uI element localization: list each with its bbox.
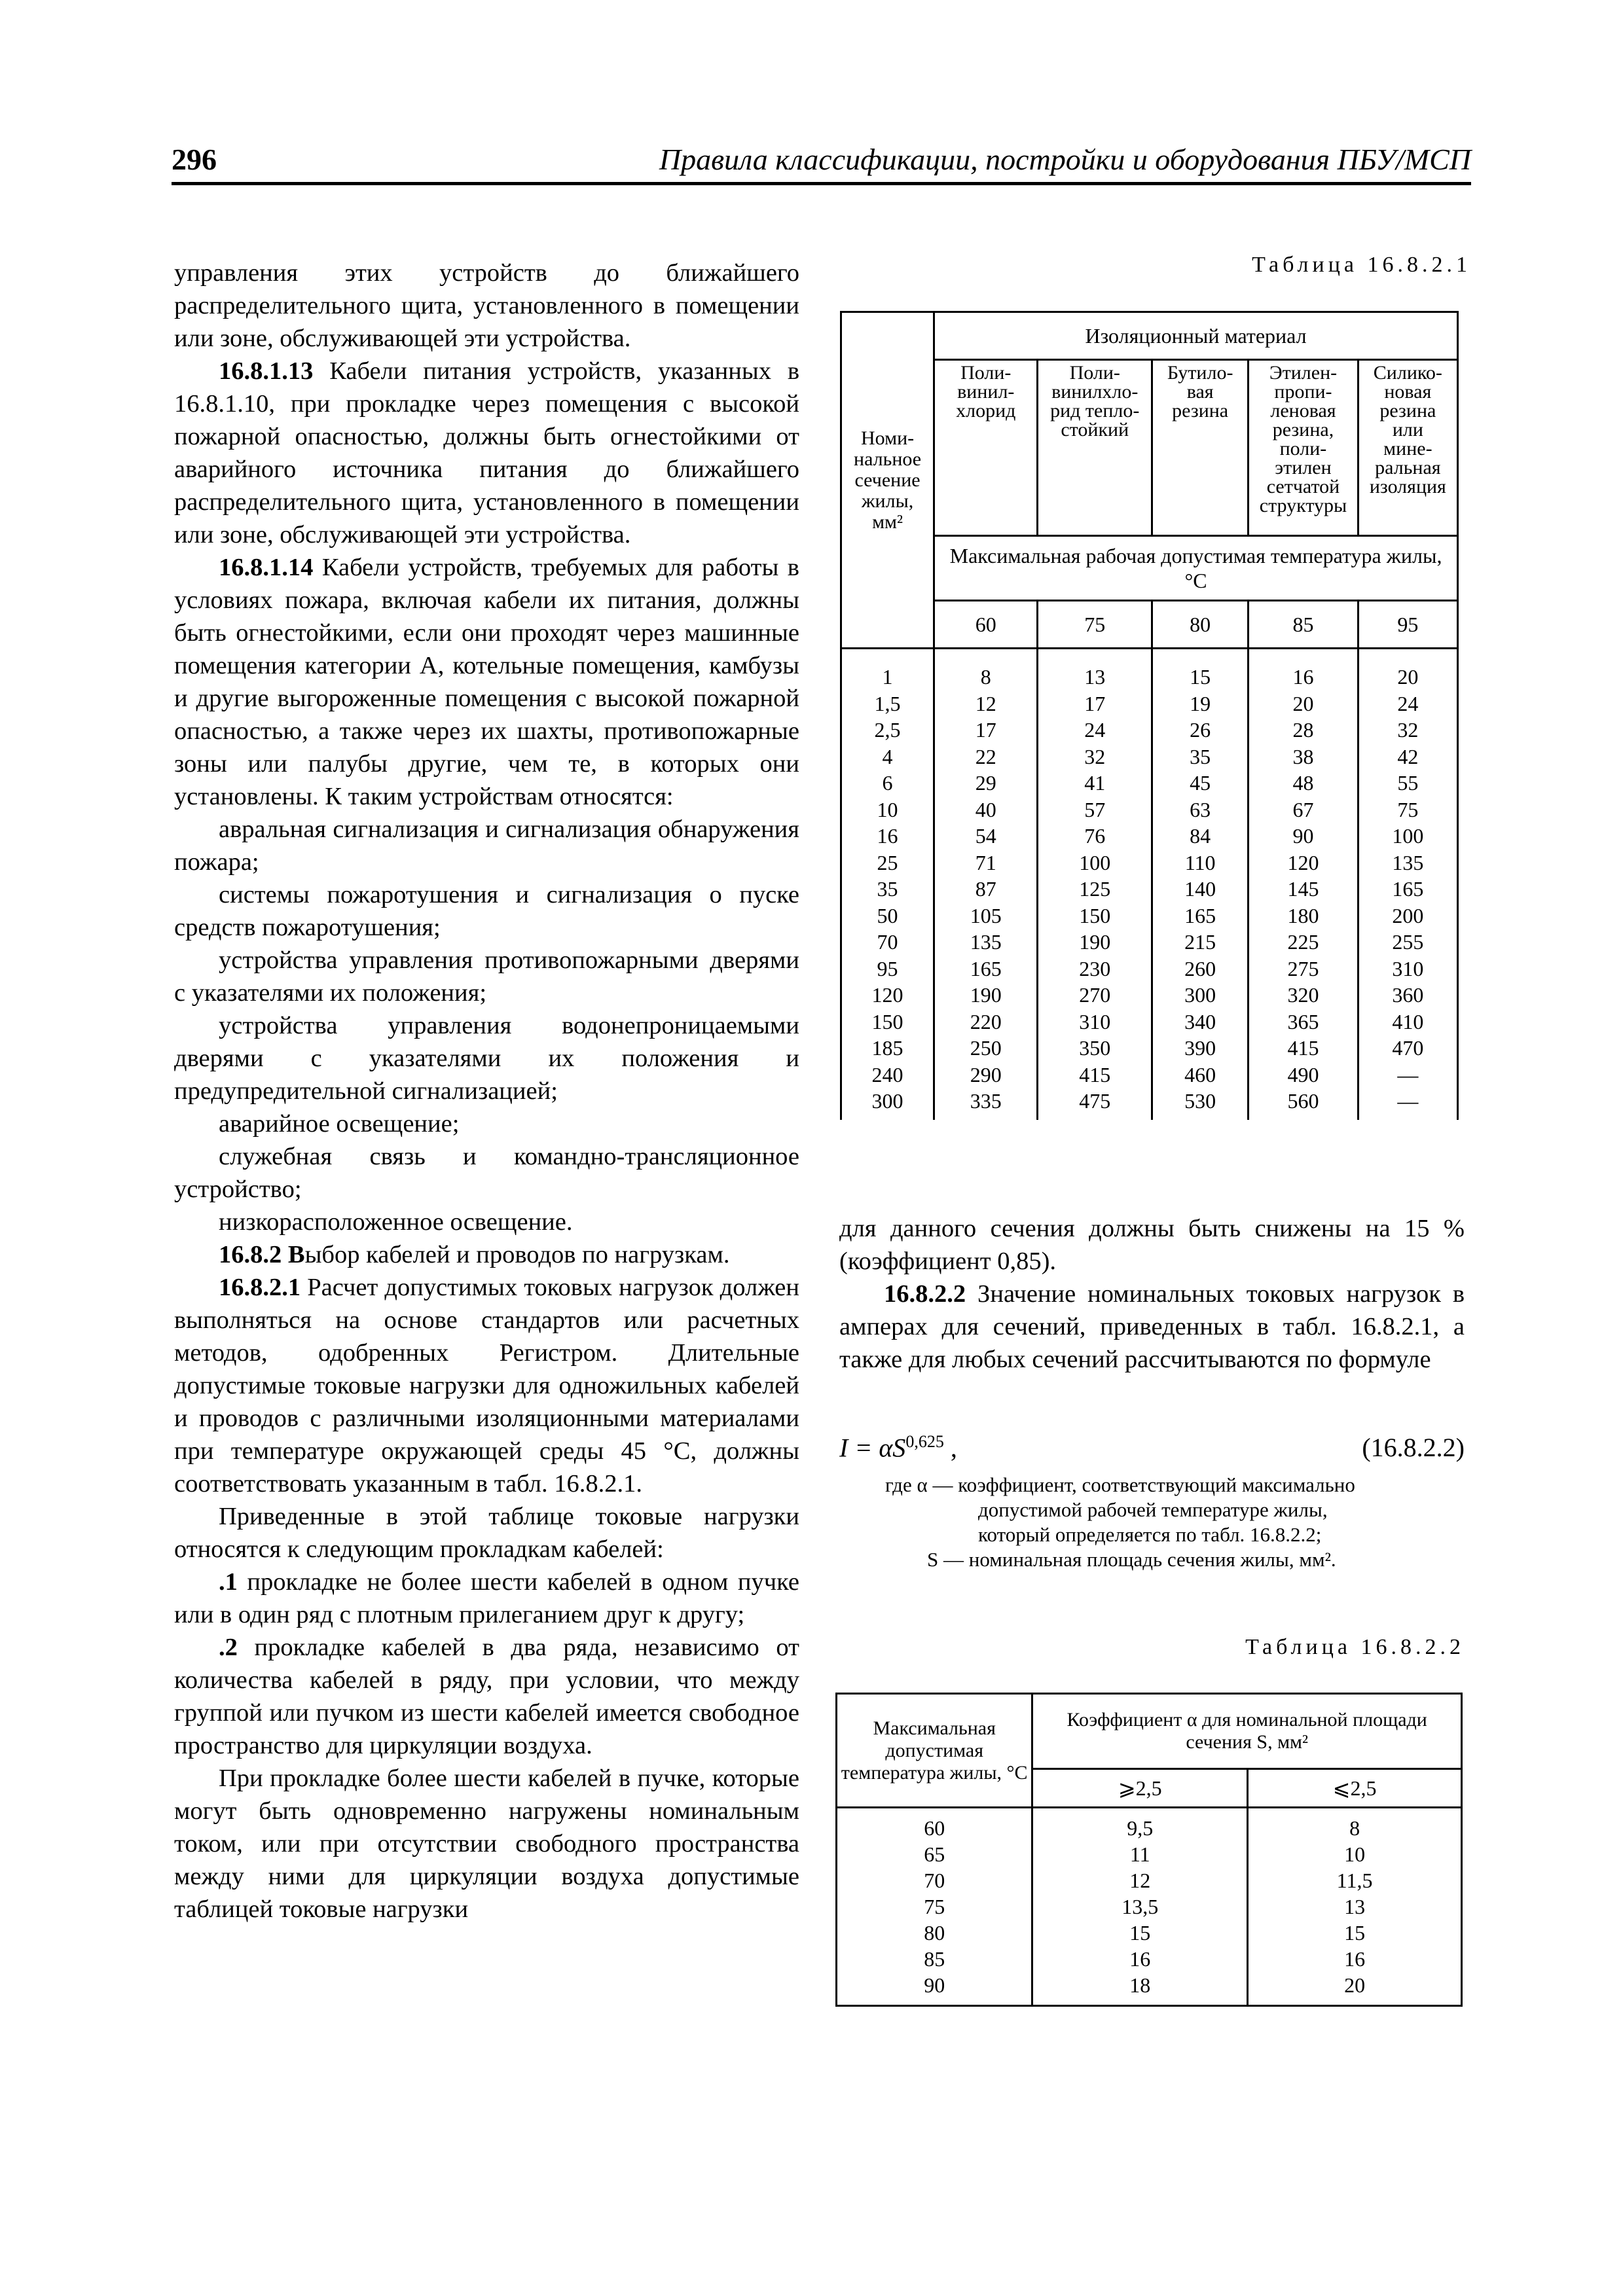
table-cell: 15 (1344, 1921, 1366, 1945)
table-cell: 90 (1292, 824, 1314, 848)
table-cell: 16 (1344, 1947, 1366, 1971)
legend-line-1: где α — коэффициент, соответствующий максимально (885, 1473, 1355, 1496)
table-cell: — (1397, 1089, 1419, 1113)
table-cell: 225 (1287, 930, 1319, 954)
table-cell: 80 (924, 1921, 945, 1945)
right-paragraph: 16.8.2.2 Значение номинальных токовых нагрузок в амперах для сечений, приведенных в табл. 16.8.2.1, а также для любых сечений рассчитываются по формуле (839, 1280, 1465, 1373)
table-cell: 13,5 (1122, 1895, 1159, 1918)
table-cell: 24 (1397, 691, 1419, 715)
table-cell: 54 (975, 824, 996, 848)
table-cell: 1,5 (874, 691, 901, 715)
left-paragraph: 16.8.1.13 Кабели питания устройств, указанных в 16.8.1.10, при прокладке через помещения с высокой пожарной опасностью, должны быть огнестойкими от аварийного источника питания до ближайшего распределительного щита, установленного в помещении или зоне, обслуживающей эти устройства. (174, 357, 799, 548)
current-column (1152, 657, 1249, 1120)
table-cell: 48 (1292, 771, 1314, 795)
table-cell: 11,5 (1336, 1869, 1373, 1892)
table-cell: 530 (1184, 1089, 1216, 1113)
temperature-header: 60 (934, 601, 1038, 649)
current-column (934, 657, 1038, 1120)
table-cell: 26 (1190, 718, 1211, 742)
table-cell: 17 (1084, 691, 1106, 715)
table-cell: 140 (1184, 877, 1216, 901)
table-cell: 22 (975, 744, 996, 768)
t2-temp-header: Максимальная допустимая температура жилы, °С (837, 1694, 1032, 1808)
table-cell: 335 (970, 1089, 1002, 1113)
table-cell: 310 (1392, 956, 1424, 980)
table-cell: 13 (1084, 665, 1106, 689)
right-text-column (839, 1212, 1465, 1376)
left-text-column (174, 257, 799, 1926)
table-cell: — (1397, 1062, 1419, 1086)
table-cell: 350 (1079, 1036, 1111, 1060)
temperature-header: 85 (1249, 601, 1358, 649)
left-paragraph: При прокладке более шести кабелей в пучке, которые могут быть одновременно нагружены номинальным током, или при отсутствии свободного пространства между ними для циркуляции воздуха допустимые таблицей токовые нагрузки (174, 1765, 799, 1923)
table-cell: 165 (970, 956, 1002, 980)
table-cell: 24 (1084, 718, 1106, 742)
table-cell: 300 (871, 1089, 903, 1113)
temperature-header: 80 (1152, 601, 1249, 649)
temperature-group-header: Максимальная рабочая допустимая температура жилы, °С (934, 536, 1458, 601)
table-cell: 63 (1190, 797, 1211, 821)
table-cell: 42 (1397, 744, 1419, 768)
table-cell: 19 (1190, 691, 1211, 715)
formula-exponent: 0,625 (905, 1432, 944, 1451)
table-cell: 8 (980, 665, 991, 689)
table-cell: 340 (1184, 1009, 1216, 1033)
t2-sub-header-le: ⩽2,5 (1248, 1769, 1462, 1808)
table-cell: 255 (1392, 930, 1424, 954)
table-cell: 360 (1392, 983, 1424, 1007)
table-cell: 50 (877, 903, 898, 927)
left-paragraph: устройства управления противопожарными дверями с указателями их положения; (174, 946, 799, 1007)
table-cell: 470 (1392, 1036, 1424, 1060)
t2-temp-column (837, 1808, 1032, 2006)
page-number: 296 (172, 143, 217, 176)
table-cell: 17 (975, 718, 996, 742)
material-header: Бутило- вая резина (1152, 360, 1249, 536)
clause-number: 16.8.1.13 (219, 357, 314, 385)
table-cell: 75 (924, 1895, 945, 1918)
table1-caption: Таблица 16.8.2.1 (1252, 253, 1471, 277)
t2-coef-column (1032, 1808, 1248, 2006)
table-cell: 75 (1397, 797, 1419, 821)
table-cell: 165 (1184, 903, 1216, 927)
clause-number: 16.8.2 В (219, 1241, 305, 1268)
left-paragraph: .1 прокладке не более шести кабелей в одном пучке или в один ряд с плотным прилеганием друг к другу; (174, 1568, 799, 1628)
table-cell: 55 (1397, 771, 1419, 795)
table-cell: 460 (1184, 1062, 1216, 1086)
left-paragraph: 16.8.2.1 Расчет допустимых токовых нагрузок должен выполняться на основе стандартов или расчетных методов, одобренных Регистром. Длительные допустимые токовые нагрузки для одножильных кабелей и проводов с различными изоляционными материалами при температуре окружающей среды 45 °С, должны соответствовать указанным в табл. 16.8.2.1. (174, 1274, 799, 1498)
right-paragraph: для данного сечения должны быть снижены на 15 % (коэффициент 0,85). (839, 1215, 1465, 1275)
material-header: Поли- винилхло- рид тепло- стойкий (1038, 360, 1152, 536)
table-cell: 84 (1190, 824, 1211, 848)
table-cell: 560 (1287, 1089, 1319, 1113)
legend-line-4: S — номинальная площадь сечения жилы, мм². (927, 1548, 1336, 1571)
page-header (172, 143, 1471, 185)
left-paragraph: Приведенные в этой таблице токовые нагрузки относятся к следующим прокладкам кабелей: (174, 1503, 799, 1563)
table-cell: 240 (871, 1062, 903, 1086)
table-cell: 29 (975, 771, 996, 795)
material-header: Поли- винил- хлорид (934, 360, 1038, 536)
left-paragraph: служебная связь и командно-трансляционное устройство; (174, 1143, 799, 1203)
table-cell: 150 (871, 1009, 903, 1033)
table-cell: 105 (970, 903, 1002, 927)
section-column (841, 657, 934, 1120)
formula-lhs: I = αS (839, 1433, 906, 1463)
formula-number: (16.8.2.2) (1362, 1433, 1465, 1462)
coefficient-table (835, 1693, 1463, 2007)
table-cell: 35 (1190, 744, 1211, 768)
table-cell: 65 (924, 1842, 945, 1866)
clause-number: 16.8.2.1 (219, 1274, 301, 1301)
table-cell: 20 (1292, 691, 1314, 715)
left-paragraph: 16.8.1.14 Кабели устройств, требуемых для работы в условиях пожара, включая кабели их питания, должны быть огнестойкими, если они проходят через машинные помещения категории А, котельные помещения, камбузы и другие выгороженные помещения с высокой пожарной опасностью, а также через их шахты, противопожарные зоны или палубы другие, чем те, в которых они установлены. К таким устройствам относятся: (174, 554, 799, 810)
running-title: Правила классификации, постройки и оборудования ПБУ/МСП (659, 143, 1471, 176)
table-cell: 28 (1292, 718, 1314, 742)
table-cell: 125 (1079, 877, 1111, 901)
table-cell: 230 (1079, 956, 1111, 980)
material-header: Силико- новая резина или мине- ральная изоляция (1358, 360, 1457, 536)
table-cell: 310 (1079, 1009, 1111, 1033)
table-cell: 490 (1287, 1062, 1319, 1086)
table-cell: 120 (871, 983, 903, 1007)
table-cell: 215 (1184, 930, 1216, 954)
table-cell: 145 (1287, 877, 1319, 901)
table-cell: 8 (1349, 1816, 1360, 1840)
current-column (1038, 657, 1152, 1120)
table-cell: 57 (1084, 797, 1106, 821)
table-cell: 475 (1079, 1089, 1111, 1113)
table-cell: 410 (1392, 1009, 1424, 1033)
table-cell: 110 (1184, 850, 1216, 874)
table-cell: 415 (1079, 1062, 1111, 1086)
table-cell: 32 (1397, 718, 1419, 742)
table-cell: 90 (924, 1973, 945, 1997)
table-cell: 135 (970, 930, 1002, 954)
table-cell: 20 (1397, 665, 1419, 689)
table-cell: 20 (1344, 1973, 1366, 1997)
table-cell: 120 (1287, 850, 1319, 874)
table-cell: 6 (882, 771, 893, 795)
table-cell: 40 (975, 797, 996, 821)
table-cell: 18 (1129, 1973, 1151, 1997)
table-cell: 365 (1287, 1009, 1319, 1033)
table-cell: 70 (877, 930, 898, 954)
table-cell: 260 (1184, 956, 1216, 980)
table-cell: 2,5 (874, 718, 901, 742)
table-cell: 16 (1129, 1947, 1151, 1971)
table-cell: 67 (1292, 797, 1314, 821)
table-cell: 250 (970, 1036, 1002, 1060)
section-header: Номи- нальное сечение жилы, мм² (841, 312, 934, 649)
table-cell: 12 (975, 691, 996, 715)
table-cell: 76 (1084, 824, 1106, 848)
table-cell: 390 (1184, 1036, 1216, 1060)
table-cell: 25 (877, 850, 898, 874)
table-cell: 60 (924, 1816, 945, 1840)
table-cell: 10 (877, 797, 898, 821)
left-paragraph: устройства управления водонепроницаемыми дверями с указателями их положения и предупредительной сигнализацией; (174, 1012, 799, 1105)
table-cell: 9,5 (1127, 1816, 1154, 1840)
left-paragraph: авральная сигнализация и сигнализация обнаружения пожара; (174, 816, 799, 876)
table-cell: 15 (1129, 1921, 1151, 1945)
formula-tail: , (943, 1433, 957, 1463)
table-cell: 11 (1129, 1842, 1150, 1866)
left-paragraph: управления этих устройств до ближайшего распределительного щита, установленного в помещении или зоне, обслуживающей эти устройства. (174, 259, 799, 352)
cable-current-table (840, 311, 1459, 1120)
temperature-header: 75 (1038, 601, 1152, 649)
table-cell: 70 (924, 1869, 945, 1892)
material-group-header: Изоляционный материал (934, 312, 1458, 360)
clause-number: 16.8.2.2 (884, 1280, 966, 1308)
table-cell: 150 (1079, 903, 1111, 927)
table-cell: 100 (1079, 850, 1111, 874)
table-cell: 10 (1344, 1842, 1366, 1866)
table-cell: 16 (877, 824, 898, 848)
table2-caption: Таблица 16.8.2.2 (1245, 1635, 1465, 1659)
table-cell: 1 (882, 665, 893, 689)
table-cell: 185 (871, 1036, 903, 1060)
left-paragraph: низкорасположенное освещение. (219, 1208, 573, 1236)
table-cell: 270 (1079, 983, 1111, 1007)
table-cell: 100 (1392, 824, 1424, 848)
table-cell: 32 (1084, 744, 1106, 768)
table-cell: 85 (924, 1947, 945, 1971)
left-paragraph: системы пожаротушения и сигнализация о пуске средств пожаротушения; (174, 881, 799, 941)
table-cell: 275 (1287, 956, 1319, 980)
table-cell: 290 (970, 1062, 1002, 1086)
clause-number: .2 (219, 1634, 238, 1661)
t2-coef-column (1248, 1808, 1462, 2006)
material-header: Этилен- пропи- леновая резина, поли- этилен сетчатой структуры (1249, 360, 1358, 536)
left-paragraph: 16.8.2 Выбор кабелей и проводов по нагрузкам. (219, 1241, 730, 1268)
table-cell: 300 (1184, 983, 1216, 1007)
clause-number: .1 (219, 1568, 238, 1596)
clause-number: 16.8.1.14 (219, 554, 314, 581)
table-cell: 4 (882, 744, 893, 768)
table-cell: 16 (1292, 665, 1314, 689)
table-cell: 41 (1084, 771, 1106, 795)
current-column (1249, 657, 1358, 1120)
table-cell: 190 (970, 983, 1002, 1007)
legend-line-2: допустимой рабочей температуре жилы, (978, 1498, 1328, 1521)
table-cell: 71 (975, 850, 996, 874)
table-cell: 220 (970, 1009, 1002, 1033)
table-cell: 135 (1392, 850, 1424, 874)
left-paragraph: аварийное освещение; (219, 1110, 460, 1138)
current-column (1358, 657, 1457, 1120)
table-cell: 320 (1287, 983, 1319, 1007)
table-cell: 165 (1392, 877, 1424, 901)
table-cell: 180 (1287, 903, 1319, 927)
table-cell: 190 (1079, 930, 1111, 954)
legend-line-3: который определяется по табл. 16.8.2.2; (978, 1523, 1322, 1546)
formula-legend (839, 1473, 1465, 1572)
t2-sub-header-ge: ⩾2,5 (1032, 1769, 1248, 1808)
formula (839, 1432, 1465, 1463)
table-cell: 87 (975, 877, 996, 901)
temperature-header: 95 (1358, 601, 1457, 649)
table-cell: 15 (1190, 665, 1211, 689)
left-paragraph: .2 прокладке кабелей в два ряда, независимо от количества кабелей в ряду, при условии, что между группой или пучком из шести кабелей имеется свободное пространство для циркуляции воздуха. (174, 1634, 799, 1759)
table-cell: 35 (877, 877, 898, 901)
table-cell: 200 (1392, 903, 1424, 927)
table-cell: 13 (1344, 1895, 1366, 1918)
table-cell: 95 (877, 956, 898, 980)
table-cell: 45 (1190, 771, 1211, 795)
t2-coef-header: Коэффициент α для номинальной площади сечения S, мм² (1032, 1694, 1462, 1769)
table-cell: 12 (1129, 1869, 1151, 1892)
table-cell: 415 (1287, 1036, 1319, 1060)
table-cell: 38 (1292, 744, 1314, 768)
